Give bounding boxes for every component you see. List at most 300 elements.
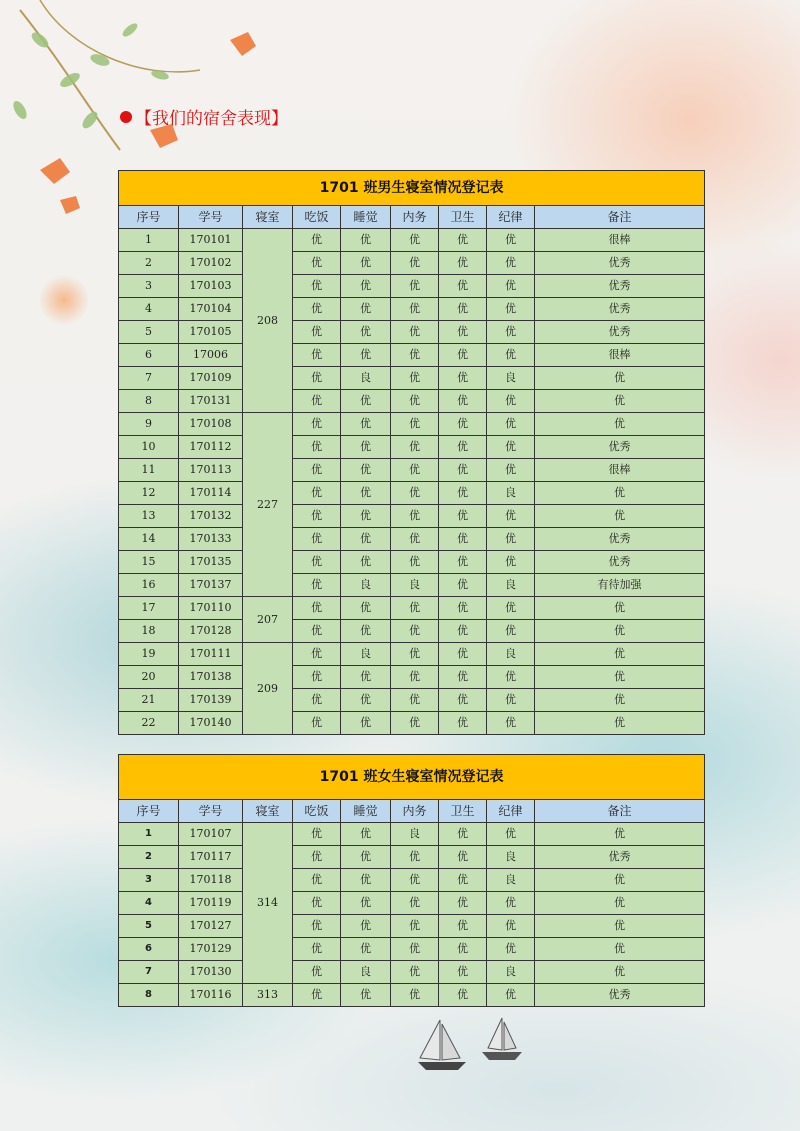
cell-student-id: 170116 — [179, 984, 243, 1007]
cell-hygiene: 优 — [439, 321, 487, 344]
cell-sleeping: 优 — [341, 252, 391, 275]
cell-discipline: 优 — [487, 712, 535, 735]
table-row — [119, 892, 705, 915]
cell-housekeeping: 优 — [391, 459, 439, 482]
table-row — [119, 712, 705, 735]
cell-discipline: 优 — [487, 321, 535, 344]
cell-student-id: 170105 — [179, 321, 243, 344]
cell-hygiene: 优 — [439, 505, 487, 528]
cell-sleeping: 优 — [341, 915, 391, 938]
cell-index: 6 — [119, 938, 179, 961]
column-header-housekeeping: 内务 — [391, 800, 439, 823]
cell-index: 20 — [119, 666, 179, 689]
cell-hygiene: 优 — [439, 436, 487, 459]
table-row — [119, 390, 705, 413]
cell-eating: 优 — [293, 275, 341, 298]
table-row — [119, 984, 705, 1007]
cell-sleeping: 优 — [341, 528, 391, 551]
cell-eating: 优 — [293, 643, 341, 666]
cell-sleeping: 优 — [341, 275, 391, 298]
cell-student-id: 170113 — [179, 459, 243, 482]
column-header-sleeping: 睡觉 — [341, 800, 391, 823]
cell-index: 1 — [119, 229, 179, 252]
cell-room: 208 — [243, 229, 293, 413]
cell-sleeping: 优 — [341, 597, 391, 620]
cell-index: 5 — [119, 915, 179, 938]
cell-remark: 优 — [535, 505, 705, 528]
column-header-discipline: 纪律 — [487, 206, 535, 229]
table-row — [119, 666, 705, 689]
table-row — [119, 869, 705, 892]
boys-table-caption: 1701 班男生寝室情况登记表 — [119, 171, 705, 206]
cell-index: 22 — [119, 712, 179, 735]
cell-hygiene: 优 — [439, 620, 487, 643]
column-header-eating: 吃饭 — [293, 800, 341, 823]
table-row — [119, 620, 705, 643]
cell-student-id: 170109 — [179, 367, 243, 390]
girls-table-header-row — [119, 800, 705, 823]
cell-sleeping: 良 — [341, 961, 391, 984]
cell-eating: 优 — [293, 367, 341, 390]
cell-hygiene: 优 — [439, 597, 487, 620]
cell-discipline: 优 — [487, 915, 535, 938]
cell-hygiene: 优 — [439, 551, 487, 574]
cell-housekeeping: 优 — [391, 984, 439, 1007]
column-header-student-id: 学号 — [179, 206, 243, 229]
cell-student-id: 170139 — [179, 689, 243, 712]
cell-eating: 优 — [293, 892, 341, 915]
cell-index: 6 — [119, 344, 179, 367]
cell-sleeping: 优 — [341, 344, 391, 367]
cell-hygiene: 优 — [439, 459, 487, 482]
column-header-housekeeping: 内务 — [391, 206, 439, 229]
table-row — [119, 367, 705, 390]
cell-discipline: 优 — [487, 390, 535, 413]
cell-discipline: 优 — [487, 528, 535, 551]
cell-index: 12 — [119, 482, 179, 505]
table-row — [119, 846, 705, 869]
cell-sleeping: 优 — [341, 413, 391, 436]
cell-hygiene: 优 — [439, 574, 487, 597]
cell-eating: 优 — [293, 459, 341, 482]
cell-index: 17 — [119, 597, 179, 620]
boys-dorm-table — [118, 170, 705, 735]
cell-hygiene: 优 — [439, 892, 487, 915]
cell-housekeeping: 优 — [391, 915, 439, 938]
cell-hygiene: 优 — [439, 413, 487, 436]
cell-eating: 优 — [293, 482, 341, 505]
cell-hygiene: 优 — [439, 869, 487, 892]
cell-hygiene: 优 — [439, 666, 487, 689]
cell-discipline: 良 — [487, 574, 535, 597]
cell-housekeeping: 良 — [391, 823, 439, 846]
cell-sleeping: 优 — [341, 892, 391, 915]
cell-hygiene: 优 — [439, 846, 487, 869]
cell-student-id: 17006 — [179, 344, 243, 367]
cell-index: 10 — [119, 436, 179, 459]
table-row — [119, 321, 705, 344]
cell-student-id: 170112 — [179, 436, 243, 459]
cell-eating: 优 — [293, 298, 341, 321]
cell-student-id: 170117 — [179, 846, 243, 869]
table-row — [119, 459, 705, 482]
cell-sleeping: 优 — [341, 938, 391, 961]
cell-housekeeping: 优 — [391, 620, 439, 643]
cell-sleeping: 优 — [341, 689, 391, 712]
cell-index: 8 — [119, 984, 179, 1007]
cell-student-id: 170103 — [179, 275, 243, 298]
cell-housekeeping: 优 — [391, 961, 439, 984]
cell-sleeping: 优 — [341, 869, 391, 892]
cell-room: 207 — [243, 597, 293, 643]
cell-hygiene: 优 — [439, 915, 487, 938]
cell-housekeeping: 优 — [391, 505, 439, 528]
cell-hygiene: 优 — [439, 482, 487, 505]
cell-sleeping: 优 — [341, 984, 391, 1007]
cell-housekeeping: 优 — [391, 528, 439, 551]
cell-discipline: 良 — [487, 846, 535, 869]
bullet-dot-icon — [120, 111, 132, 123]
cell-student-id: 170128 — [179, 620, 243, 643]
cell-student-id: 170114 — [179, 482, 243, 505]
cell-index: 2 — [119, 846, 179, 869]
cell-student-id: 170118 — [179, 869, 243, 892]
cell-eating: 优 — [293, 961, 341, 984]
table-row — [119, 915, 705, 938]
cell-discipline: 优 — [487, 459, 535, 482]
cell-discipline: 优 — [487, 252, 535, 275]
cell-housekeeping: 优 — [391, 413, 439, 436]
cell-index: 3 — [119, 869, 179, 892]
cell-housekeeping: 优 — [391, 892, 439, 915]
table-row — [119, 482, 705, 505]
cell-discipline: 优 — [487, 666, 535, 689]
cell-index: 7 — [119, 367, 179, 390]
table-row — [119, 938, 705, 961]
cell-hygiene: 优 — [439, 938, 487, 961]
cell-sleeping: 优 — [341, 823, 391, 846]
table-row — [119, 597, 705, 620]
cell-remark: 优秀 — [535, 436, 705, 459]
cell-hygiene: 优 — [439, 275, 487, 298]
table-row — [119, 823, 705, 846]
cell-discipline: 优 — [487, 551, 535, 574]
cell-discipline: 优 — [487, 344, 535, 367]
cell-housekeeping: 优 — [391, 869, 439, 892]
cell-eating: 优 — [293, 823, 341, 846]
column-header-remark: 备注 — [535, 800, 705, 823]
cell-remark: 很棒 — [535, 229, 705, 252]
cell-eating: 优 — [293, 344, 341, 367]
cell-discipline: 优 — [487, 298, 535, 321]
cell-room: 313 — [243, 984, 293, 1007]
cell-discipline: 优 — [487, 413, 535, 436]
cell-student-id: 170127 — [179, 915, 243, 938]
cell-sleeping: 优 — [341, 482, 391, 505]
cell-remark: 优秀 — [535, 298, 705, 321]
cell-sleeping: 优 — [341, 551, 391, 574]
cell-discipline: 优 — [487, 892, 535, 915]
cell-eating: 优 — [293, 574, 341, 597]
column-header-index: 序号 — [119, 206, 179, 229]
cell-index: 15 — [119, 551, 179, 574]
cell-index: 8 — [119, 390, 179, 413]
cell-remark: 很棒 — [535, 344, 705, 367]
cell-discipline: 优 — [487, 597, 535, 620]
cell-remark: 优 — [535, 666, 705, 689]
cell-housekeeping: 优 — [391, 436, 439, 459]
cell-sleeping: 优 — [341, 712, 391, 735]
boys-table-header-row — [119, 206, 705, 229]
cell-sleeping: 良 — [341, 367, 391, 390]
column-header-sleeping: 睡觉 — [341, 206, 391, 229]
cell-housekeeping: 优 — [391, 597, 439, 620]
cell-housekeeping: 优 — [391, 344, 439, 367]
cell-student-id: 170130 — [179, 961, 243, 984]
cell-sleeping: 良 — [341, 574, 391, 597]
cell-discipline: 优 — [487, 689, 535, 712]
cell-discipline: 良 — [487, 367, 535, 390]
cell-housekeeping: 优 — [391, 390, 439, 413]
cell-housekeeping: 优 — [391, 938, 439, 961]
cell-remark: 很棒 — [535, 459, 705, 482]
cell-eating: 优 — [293, 413, 341, 436]
cell-discipline: 良 — [487, 482, 535, 505]
cell-remark: 优 — [535, 367, 705, 390]
cell-hygiene: 优 — [439, 390, 487, 413]
table-row — [119, 344, 705, 367]
cell-sleeping: 优 — [341, 321, 391, 344]
cell-housekeeping: 优 — [391, 229, 439, 252]
cell-student-id: 170129 — [179, 938, 243, 961]
cell-student-id: 170135 — [179, 551, 243, 574]
table-row — [119, 229, 705, 252]
cell-remark: 优 — [535, 869, 705, 892]
cell-student-id: 170132 — [179, 505, 243, 528]
cell-hygiene: 优 — [439, 643, 487, 666]
cell-remark: 优 — [535, 823, 705, 846]
cell-housekeeping: 优 — [391, 321, 439, 344]
cell-remark: 优秀 — [535, 984, 705, 1007]
cell-discipline: 优 — [487, 436, 535, 459]
cell-eating: 优 — [293, 252, 341, 275]
cell-hygiene: 优 — [439, 984, 487, 1007]
table-row — [119, 551, 705, 574]
cell-remark: 优秀 — [535, 252, 705, 275]
cell-room: 209 — [243, 643, 293, 735]
cell-housekeeping: 优 — [391, 482, 439, 505]
cell-hygiene: 优 — [439, 689, 487, 712]
cell-eating: 优 — [293, 915, 341, 938]
cell-index: 4 — [119, 298, 179, 321]
cell-eating: 优 — [293, 597, 341, 620]
cell-remark: 优 — [535, 413, 705, 436]
cell-remark: 优 — [535, 597, 705, 620]
cell-index: 5 — [119, 321, 179, 344]
column-header-student-id: 学号 — [179, 800, 243, 823]
cell-sleeping: 优 — [341, 459, 391, 482]
cell-student-id: 170119 — [179, 892, 243, 915]
cell-eating: 优 — [293, 620, 341, 643]
page-title — [120, 104, 288, 129]
column-header-room: 寝室 — [243, 206, 293, 229]
cell-remark: 优秀 — [535, 528, 705, 551]
cell-index: 3 — [119, 275, 179, 298]
cell-student-id: 170104 — [179, 298, 243, 321]
cell-hygiene: 优 — [439, 823, 487, 846]
cell-index: 16 — [119, 574, 179, 597]
girls-table-caption: 1701 班女生寝室情况登记表 — [119, 755, 705, 800]
column-header-discipline: 纪律 — [487, 800, 535, 823]
cell-housekeeping: 优 — [391, 666, 439, 689]
cell-sleeping: 优 — [341, 505, 391, 528]
cell-eating: 优 — [293, 712, 341, 735]
cell-eating: 优 — [293, 436, 341, 459]
cell-remark: 优 — [535, 643, 705, 666]
cell-student-id: 170107 — [179, 823, 243, 846]
cell-remark: 优 — [535, 915, 705, 938]
cell-index: 19 — [119, 643, 179, 666]
cell-hygiene: 优 — [439, 528, 487, 551]
cell-eating: 优 — [293, 869, 341, 892]
cell-student-id: 170102 — [179, 252, 243, 275]
cell-index: 1 — [119, 823, 179, 846]
table-row — [119, 643, 705, 666]
column-header-remark: 备注 — [535, 206, 705, 229]
cell-sleeping: 优 — [341, 620, 391, 643]
cell-remark: 优秀 — [535, 551, 705, 574]
cell-hygiene: 优 — [439, 961, 487, 984]
cell-hygiene: 优 — [439, 344, 487, 367]
cell-eating: 优 — [293, 528, 341, 551]
cell-hygiene: 优 — [439, 367, 487, 390]
cell-discipline: 优 — [487, 620, 535, 643]
table-row — [119, 252, 705, 275]
cell-remark: 优 — [535, 482, 705, 505]
cell-student-id: 170131 — [179, 390, 243, 413]
table-row — [119, 689, 705, 712]
girls-dorm-table — [118, 754, 705, 1007]
cell-eating: 优 — [293, 551, 341, 574]
cell-sleeping: 优 — [341, 298, 391, 321]
cell-eating: 优 — [293, 846, 341, 869]
column-header-room: 寝室 — [243, 800, 293, 823]
cell-remark: 优 — [535, 390, 705, 413]
cell-remark: 优 — [535, 689, 705, 712]
cell-discipline: 优 — [487, 275, 535, 298]
cell-index: 13 — [119, 505, 179, 528]
column-header-hygiene: 卫生 — [439, 206, 487, 229]
table-row — [119, 961, 705, 984]
cell-housekeeping: 优 — [391, 298, 439, 321]
cell-index: 11 — [119, 459, 179, 482]
cell-sleeping: 优 — [341, 229, 391, 252]
cell-student-id: 170111 — [179, 643, 243, 666]
cell-eating: 优 — [293, 229, 341, 252]
cell-discipline: 优 — [487, 938, 535, 961]
cell-discipline: 良 — [487, 643, 535, 666]
cell-remark: 优秀 — [535, 321, 705, 344]
cell-student-id: 170133 — [179, 528, 243, 551]
cell-discipline: 优 — [487, 505, 535, 528]
cell-student-id: 170138 — [179, 666, 243, 689]
sailboat-illustration — [410, 1010, 540, 1080]
page-title-text: 【我们的宿舍表现】 — [135, 109, 288, 129]
table-row — [119, 574, 705, 597]
cell-eating: 优 — [293, 984, 341, 1007]
cell-index: 9 — [119, 413, 179, 436]
cell-hygiene: 优 — [439, 712, 487, 735]
cell-discipline: 优 — [487, 984, 535, 1007]
cell-hygiene: 优 — [439, 229, 487, 252]
cell-student-id: 170140 — [179, 712, 243, 735]
table-row — [119, 413, 705, 436]
cell-housekeeping: 优 — [391, 252, 439, 275]
cell-discipline: 优 — [487, 229, 535, 252]
cell-housekeeping: 优 — [391, 846, 439, 869]
table-row — [119, 298, 705, 321]
cell-remark: 优 — [535, 961, 705, 984]
cell-remark: 优 — [535, 712, 705, 735]
cell-student-id: 170110 — [179, 597, 243, 620]
table-row — [119, 436, 705, 459]
cell-eating: 优 — [293, 505, 341, 528]
cell-index: 18 — [119, 620, 179, 643]
cell-eating: 优 — [293, 390, 341, 413]
cell-discipline: 优 — [487, 823, 535, 846]
cell-eating: 优 — [293, 938, 341, 961]
cell-eating: 优 — [293, 321, 341, 344]
cell-housekeeping: 良 — [391, 574, 439, 597]
cell-sleeping: 良 — [341, 643, 391, 666]
cell-discipline: 良 — [487, 961, 535, 984]
cell-housekeeping: 优 — [391, 551, 439, 574]
cell-eating: 优 — [293, 689, 341, 712]
cell-remark: 优 — [535, 620, 705, 643]
cell-index: 14 — [119, 528, 179, 551]
cell-index: 4 — [119, 892, 179, 915]
column-header-hygiene: 卫生 — [439, 800, 487, 823]
cell-index: 7 — [119, 961, 179, 984]
cell-housekeeping: 优 — [391, 643, 439, 666]
cell-index: 2 — [119, 252, 179, 275]
cell-remark: 优秀 — [535, 846, 705, 869]
cell-remark: 有待加强 — [535, 574, 705, 597]
cell-sleeping: 优 — [341, 846, 391, 869]
cell-sleeping: 优 — [341, 666, 391, 689]
table-row — [119, 528, 705, 551]
cell-student-id: 170101 — [179, 229, 243, 252]
cell-housekeeping: 优 — [391, 275, 439, 298]
cell-remark: 优 — [535, 938, 705, 961]
cell-student-id: 170108 — [179, 413, 243, 436]
cell-discipline: 良 — [487, 869, 535, 892]
table-row — [119, 505, 705, 528]
cell-housekeeping: 优 — [391, 712, 439, 735]
column-header-index: 序号 — [119, 800, 179, 823]
cell-housekeeping: 优 — [391, 367, 439, 390]
cell-sleeping: 优 — [341, 390, 391, 413]
cell-hygiene: 优 — [439, 252, 487, 275]
cell-remark: 优 — [535, 892, 705, 915]
cell-sleeping: 优 — [341, 436, 391, 459]
cell-index: 21 — [119, 689, 179, 712]
cell-student-id: 170137 — [179, 574, 243, 597]
cell-housekeeping: 优 — [391, 689, 439, 712]
cell-room: 314 — [243, 823, 293, 984]
cell-room: 227 — [243, 413, 293, 597]
cell-hygiene: 优 — [439, 298, 487, 321]
